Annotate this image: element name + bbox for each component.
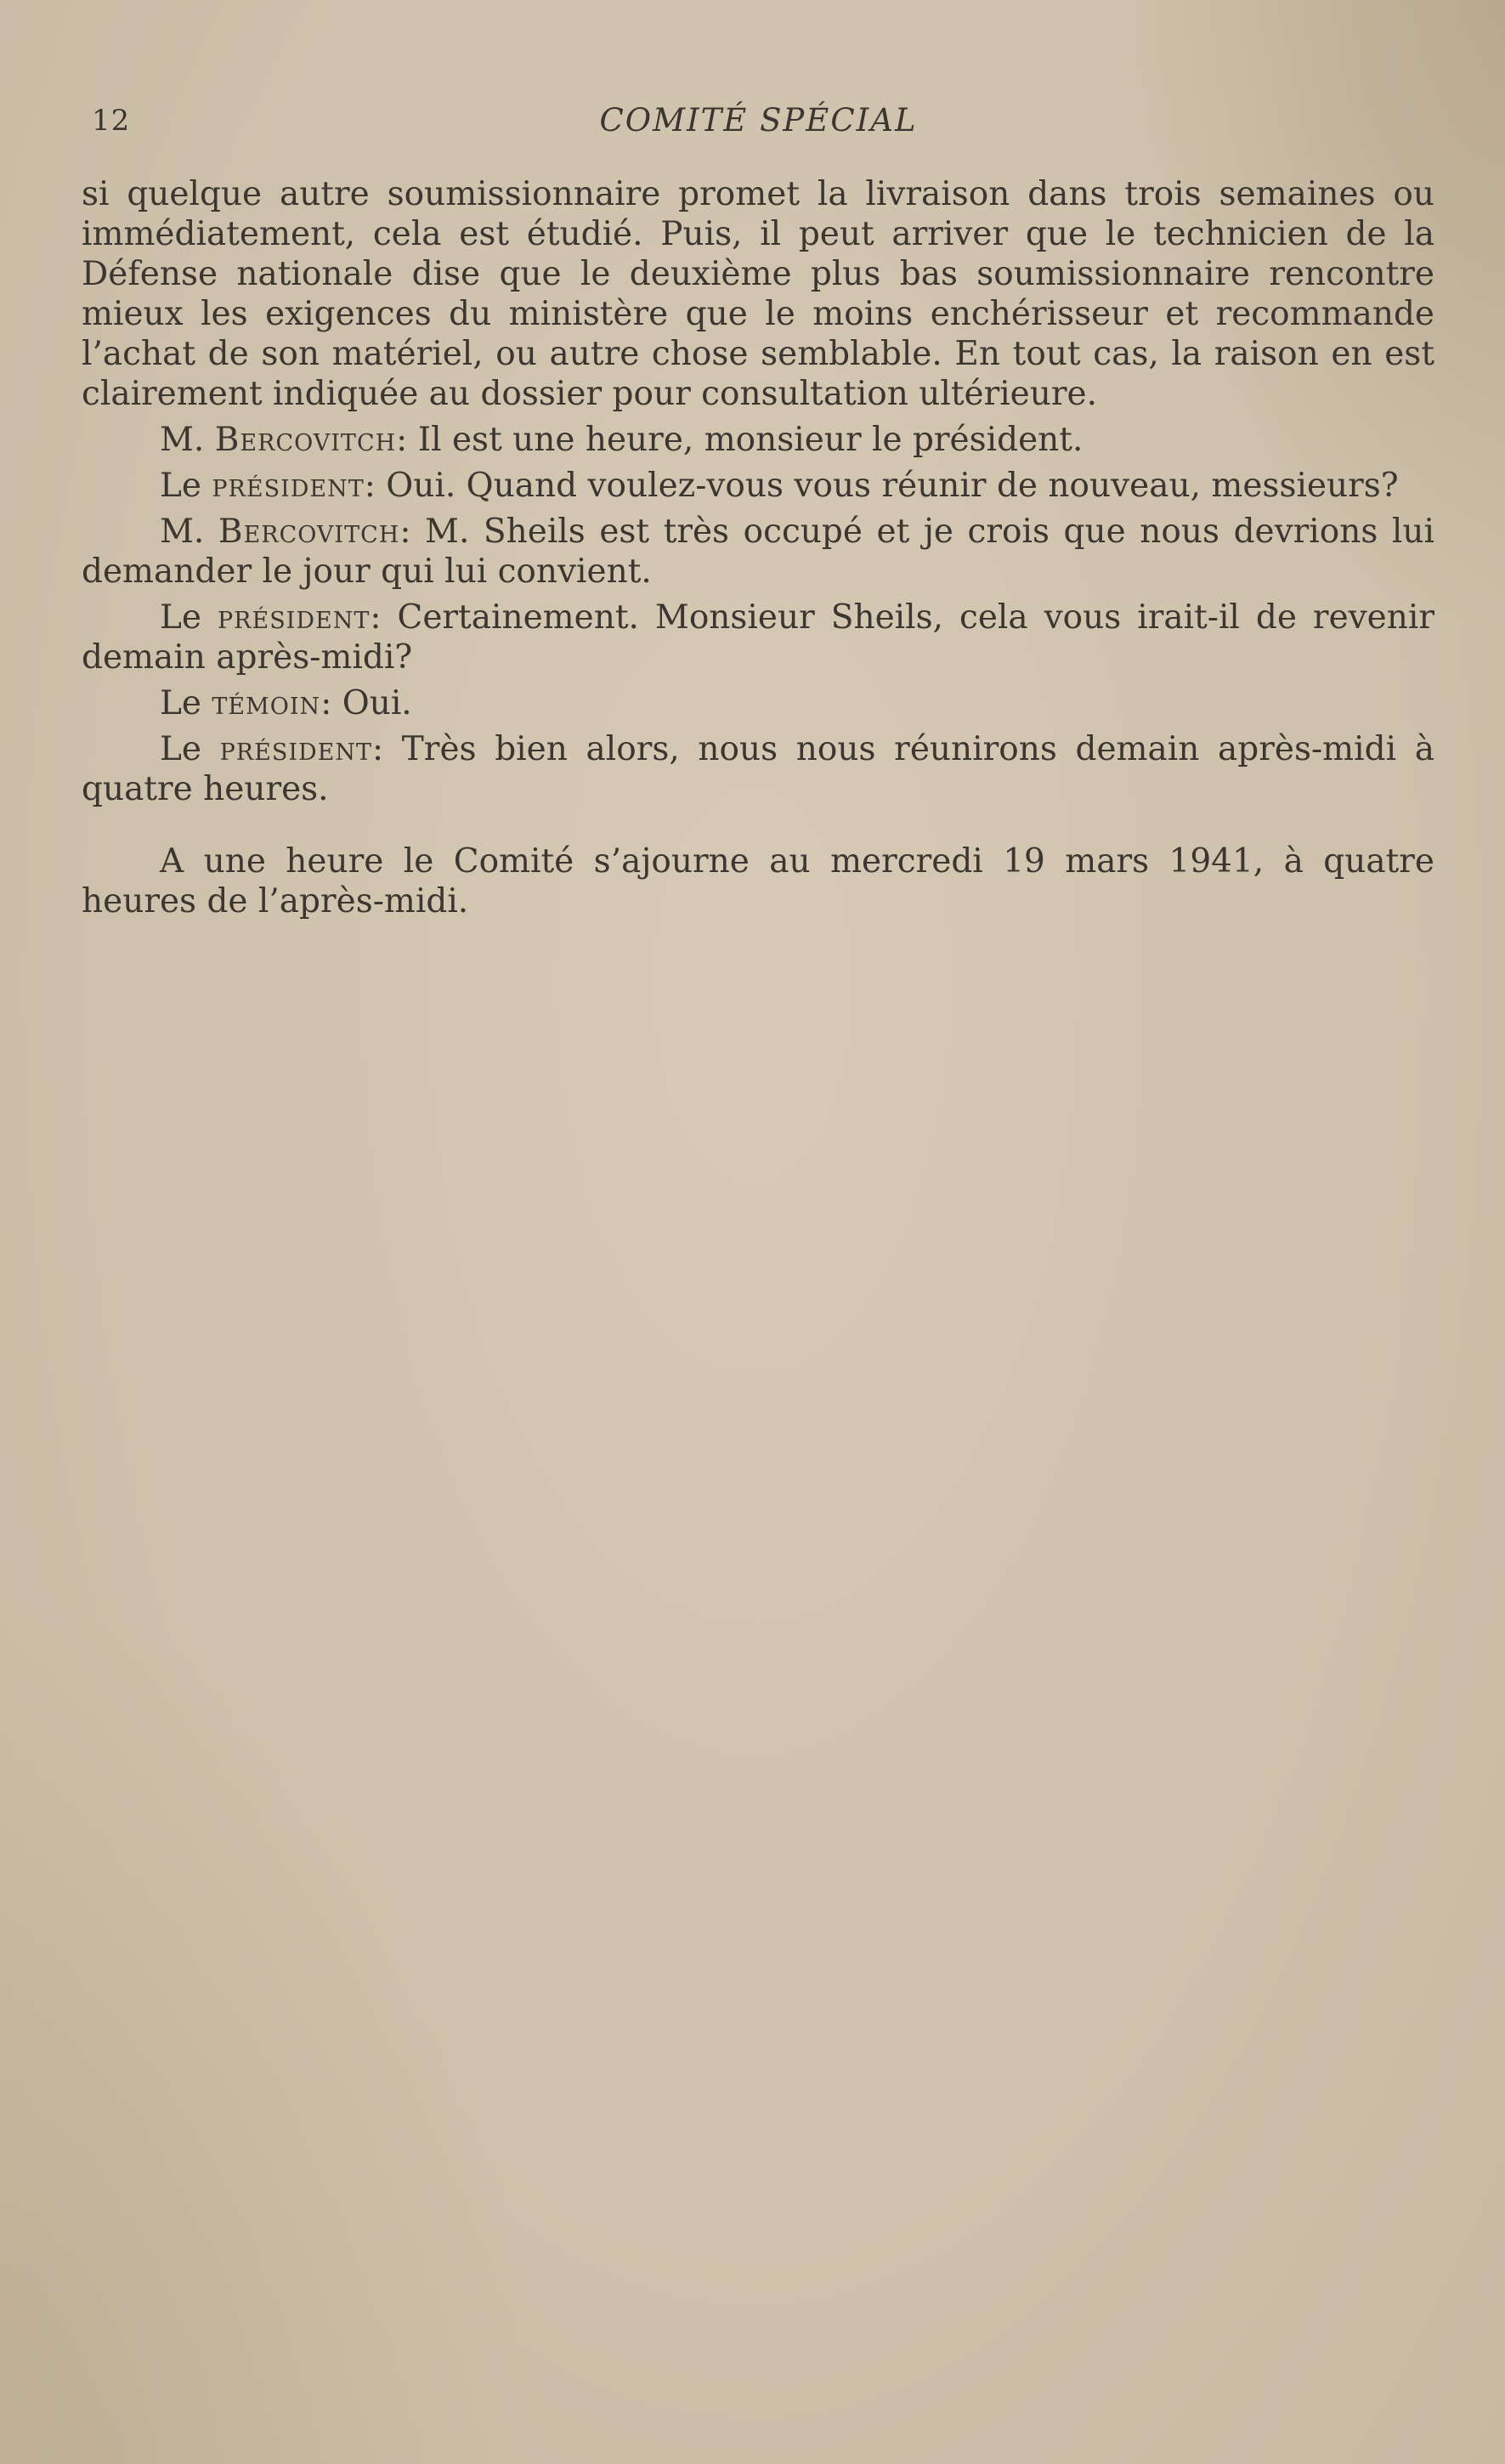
body-text xyxy=(82,174,1434,927)
speech-president-3: Le président: Très bien alors, nous nous réunirons demain après-midi à quatre heures. xyxy=(82,730,1434,808)
speech-text: Certainement. Monsieur Sheils, cela vous irait-il de revenir demain après-midi? xyxy=(82,598,1434,677)
speaker-prefix: Le xyxy=(160,684,201,722)
speaker-name: témoin xyxy=(212,684,321,722)
speaker-name: Bercovitch xyxy=(218,513,400,551)
speech-bercovitch-2: M. Bercovitch: M. Sheils est très occupé et je crois que nous devrions lui demander le jour qui lui convient. xyxy=(82,513,1434,591)
speech-text: Oui. Quand voulez-vous vous réunir de nouveau, messieurs? xyxy=(386,467,1399,505)
speech-president-2: Le président: Certainement. Monsieur Sheils, cela vous irait-il de revenir demain après-midi? xyxy=(82,598,1434,677)
speech-text: Oui. xyxy=(342,684,412,722)
running-title: COMITÉ SPÉCIAL xyxy=(599,102,918,139)
paragraph-continuation: si quelque autre soumissionnaire promet la livraison dans trois semaines ou immédiatement, cela est étudié. Puis, il peut arriver que le technicien de la Défense nationale dise que le deuxième plus bas soumissionnaire rencontre mieux les exigences du ministère que le moins enchérisseur et recommande l’achat de son matériel, ou autre chose semblable. En tout cas, la raison en est clairement indiquée au dossier pour consultation ultérieure. xyxy=(82,175,1434,413)
adjournment-note: A une heure le Comité s’ajourne au mercredi 19 mars 1941, à quatre heures de l’après-midi. xyxy=(82,842,1434,920)
speaker-prefix: Le xyxy=(160,598,201,637)
speech-text: Très bien alors, nous nous réunirons demain après-midi à quatre heures. xyxy=(82,730,1434,808)
speech-president-1: Le président: Oui. Quand voulez-vous vous réunir de nouveau, messieurs? xyxy=(160,467,1399,505)
speaker-prefix: Le xyxy=(160,730,201,768)
speaker-prefix: M. xyxy=(160,421,205,459)
speaker-name: président xyxy=(212,467,365,505)
speech-text: M. Sheils est très occupé et je crois que nous devrions lui demander le jour qui lui convient. xyxy=(82,513,1434,591)
speaker-name: Bercovitch xyxy=(214,421,397,459)
speech-bercovitch-1: M. Bercovitch: Il est une heure, monsieur le président. xyxy=(160,421,1083,459)
speech-text: Il est une heure, monsieur le président. xyxy=(417,421,1083,459)
running-head xyxy=(85,102,1432,144)
page-number: 12 xyxy=(92,104,131,138)
speaker-prefix: Le xyxy=(160,467,201,505)
speaker-name: président xyxy=(219,730,372,768)
speaker-prefix: M. xyxy=(160,513,205,551)
speech-witness: Le témoin: Oui. xyxy=(160,684,412,722)
speaker-name: président xyxy=(217,598,371,637)
